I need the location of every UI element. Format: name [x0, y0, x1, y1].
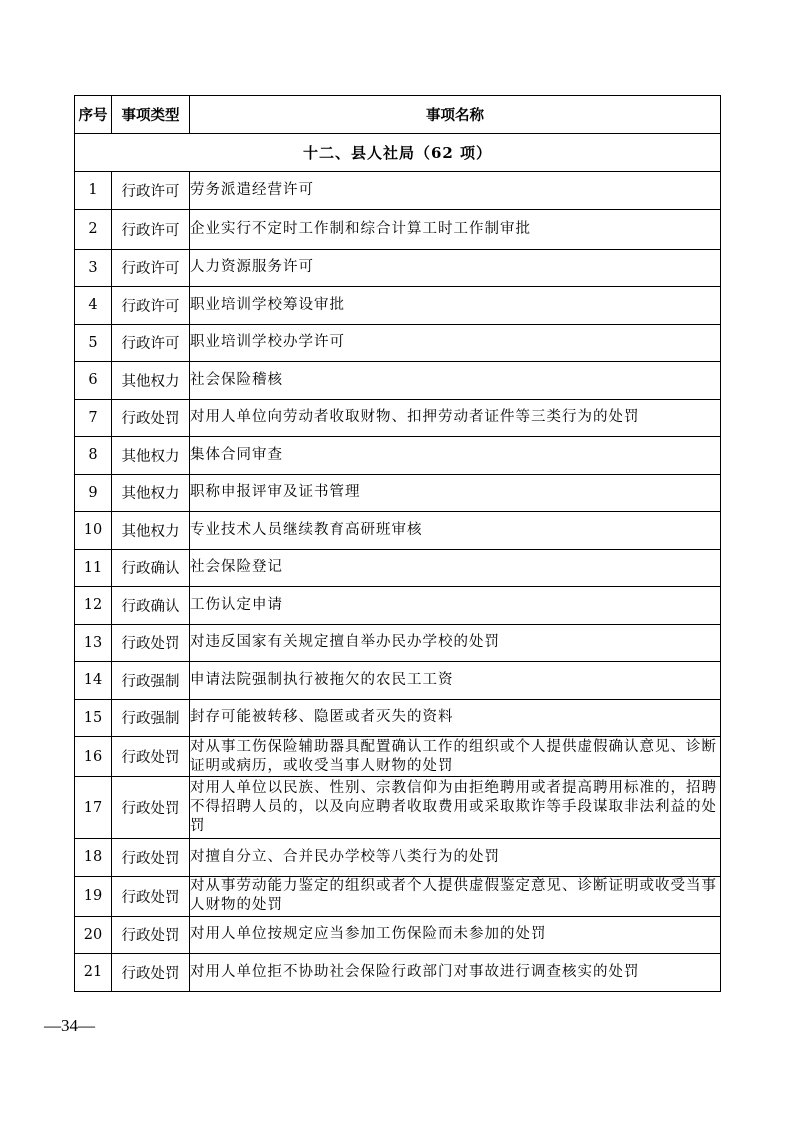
cell-type: 其他权力 — [112, 474, 190, 512]
table-row — [75, 587, 721, 625]
cell-name: 集体合同审查 — [190, 437, 721, 475]
table-row — [75, 287, 721, 325]
table-row — [75, 474, 721, 512]
table-row — [75, 777, 721, 839]
table-row — [75, 699, 721, 737]
table-row — [75, 512, 721, 550]
cell-type: 行政处罚 — [112, 737, 190, 777]
table-row — [75, 324, 721, 362]
cell-no: 9 — [75, 474, 112, 512]
table-header-row — [75, 96, 721, 134]
cell-no: 18 — [75, 839, 112, 877]
cell-type: 行政处罚 — [112, 777, 190, 839]
cell-name: 工伤认定申请 — [190, 587, 721, 625]
cell-no: 13 — [75, 624, 112, 662]
table-row — [75, 249, 721, 287]
table-row — [75, 437, 721, 475]
cell-type: 行政许可 — [112, 172, 190, 210]
table-row — [75, 662, 721, 700]
section-title: 十二、县人社局（62 项） — [75, 134, 721, 172]
table-row — [75, 172, 721, 210]
cell-no: 7 — [75, 399, 112, 437]
cell-no: 14 — [75, 662, 112, 700]
cell-type: 行政许可 — [112, 287, 190, 325]
cell-name: 职业培训学校筹设审批 — [190, 287, 721, 325]
cell-no: 2 — [75, 209, 112, 249]
cell-name: 劳务派遣经营许可 — [190, 172, 721, 210]
cell-name: 人力资源服务许可 — [190, 249, 721, 287]
cell-name: 封存可能被转移、隐匿或者灭失的资料 — [190, 699, 721, 737]
cell-type: 其他权力 — [112, 512, 190, 550]
cell-name: 社会保险登记 — [190, 549, 721, 587]
cell-name: 对违反国家有关规定擅自举办民办学校的处罚 — [190, 624, 721, 662]
table-row — [75, 624, 721, 662]
cell-no: 20 — [75, 916, 112, 954]
cell-no: 1 — [75, 172, 112, 210]
cell-name: 社会保险稽核 — [190, 362, 721, 400]
cell-no: 15 — [75, 699, 112, 737]
cell-no: 12 — [75, 587, 112, 625]
cell-no: 8 — [75, 437, 112, 475]
page-number: —34— — [44, 1016, 95, 1035]
header-name: 事项名称 — [190, 96, 721, 134]
cell-no: 16 — [75, 737, 112, 777]
cell-name: 对用人单位以民族、性别、宗教信仰为由拒绝聘用或者提高聘用标准的，招聘不得招聘人员的，以及向应聘者收取费用或采取欺诈等手段谋取非法利益的处罚 — [190, 777, 721, 839]
cell-type: 行政许可 — [112, 249, 190, 287]
table-row — [75, 954, 721, 992]
cell-name: 对用人单位向劳动者收取财物、扣押劳动者证件等三类行为的处罚 — [190, 399, 721, 437]
cell-no: 21 — [75, 954, 112, 992]
cell-name: 职称申报评审及证书管理 — [190, 474, 721, 512]
cell-type: 行政处罚 — [112, 399, 190, 437]
table-row — [75, 916, 721, 954]
cell-no: 5 — [75, 324, 112, 362]
table-row — [75, 209, 721, 249]
cell-no: 10 — [75, 512, 112, 550]
table-row — [75, 399, 721, 437]
cell-type: 行政处罚 — [112, 624, 190, 662]
cell-no: 11 — [75, 549, 112, 587]
table-row — [75, 362, 721, 400]
cell-type: 其他权力 — [112, 362, 190, 400]
cell-name: 企业实行不定时工作制和综合计算工时工作制审批 — [190, 209, 721, 249]
header-no: 序号 — [75, 96, 112, 134]
cell-no: 6 — [75, 362, 112, 400]
cell-name: 对从事劳动能力鉴定的组织或者个人提供虚假鉴定意见、诊断证明或收受当事人财物的处罚 — [190, 876, 721, 916]
cell-type: 行政确认 — [112, 587, 190, 625]
cell-type: 行政强制 — [112, 699, 190, 737]
cell-type: 行政处罚 — [112, 916, 190, 954]
cell-name: 对用人单位拒不协助社会保险行政部门对事故进行调查核实的处罚 — [190, 954, 721, 992]
cell-no: 19 — [75, 876, 112, 916]
table-row — [75, 839, 721, 877]
cell-name: 职业培训学校办学许可 — [190, 324, 721, 362]
cell-name: 对从事工伤保险辅助器具配置确认工作的组织或个人提供虚假确认意见、诊断证明或病历，或收受当事人财物的处罚 — [190, 737, 721, 777]
cell-name: 专业技术人员继续教育高研班审核 — [190, 512, 721, 550]
cell-name: 对擅自分立、合并民办学校等八类行为的处罚 — [190, 839, 721, 877]
cell-name: 申请法院强制执行被拖欠的农民工工资 — [190, 662, 721, 700]
cell-type: 行政处罚 — [112, 954, 190, 992]
section-row — [75, 134, 721, 172]
cell-no: 4 — [75, 287, 112, 325]
cell-no: 17 — [75, 777, 112, 839]
cell-no: 3 — [75, 249, 112, 287]
cell-type: 行政强制 — [112, 662, 190, 700]
table-row — [75, 549, 721, 587]
items-table — [74, 95, 721, 992]
cell-type: 行政处罚 — [112, 876, 190, 916]
header-type: 事项类型 — [112, 96, 190, 134]
cell-type: 行政确认 — [112, 549, 190, 587]
table-row — [75, 737, 721, 777]
cell-type: 其他权力 — [112, 437, 190, 475]
cell-name: 对用人单位按规定应当参加工伤保险而未参加的处罚 — [190, 916, 721, 954]
cell-type: 行政许可 — [112, 324, 190, 362]
cell-type: 行政许可 — [112, 209, 190, 249]
cell-type: 行政处罚 — [112, 839, 190, 877]
table-row — [75, 876, 721, 916]
